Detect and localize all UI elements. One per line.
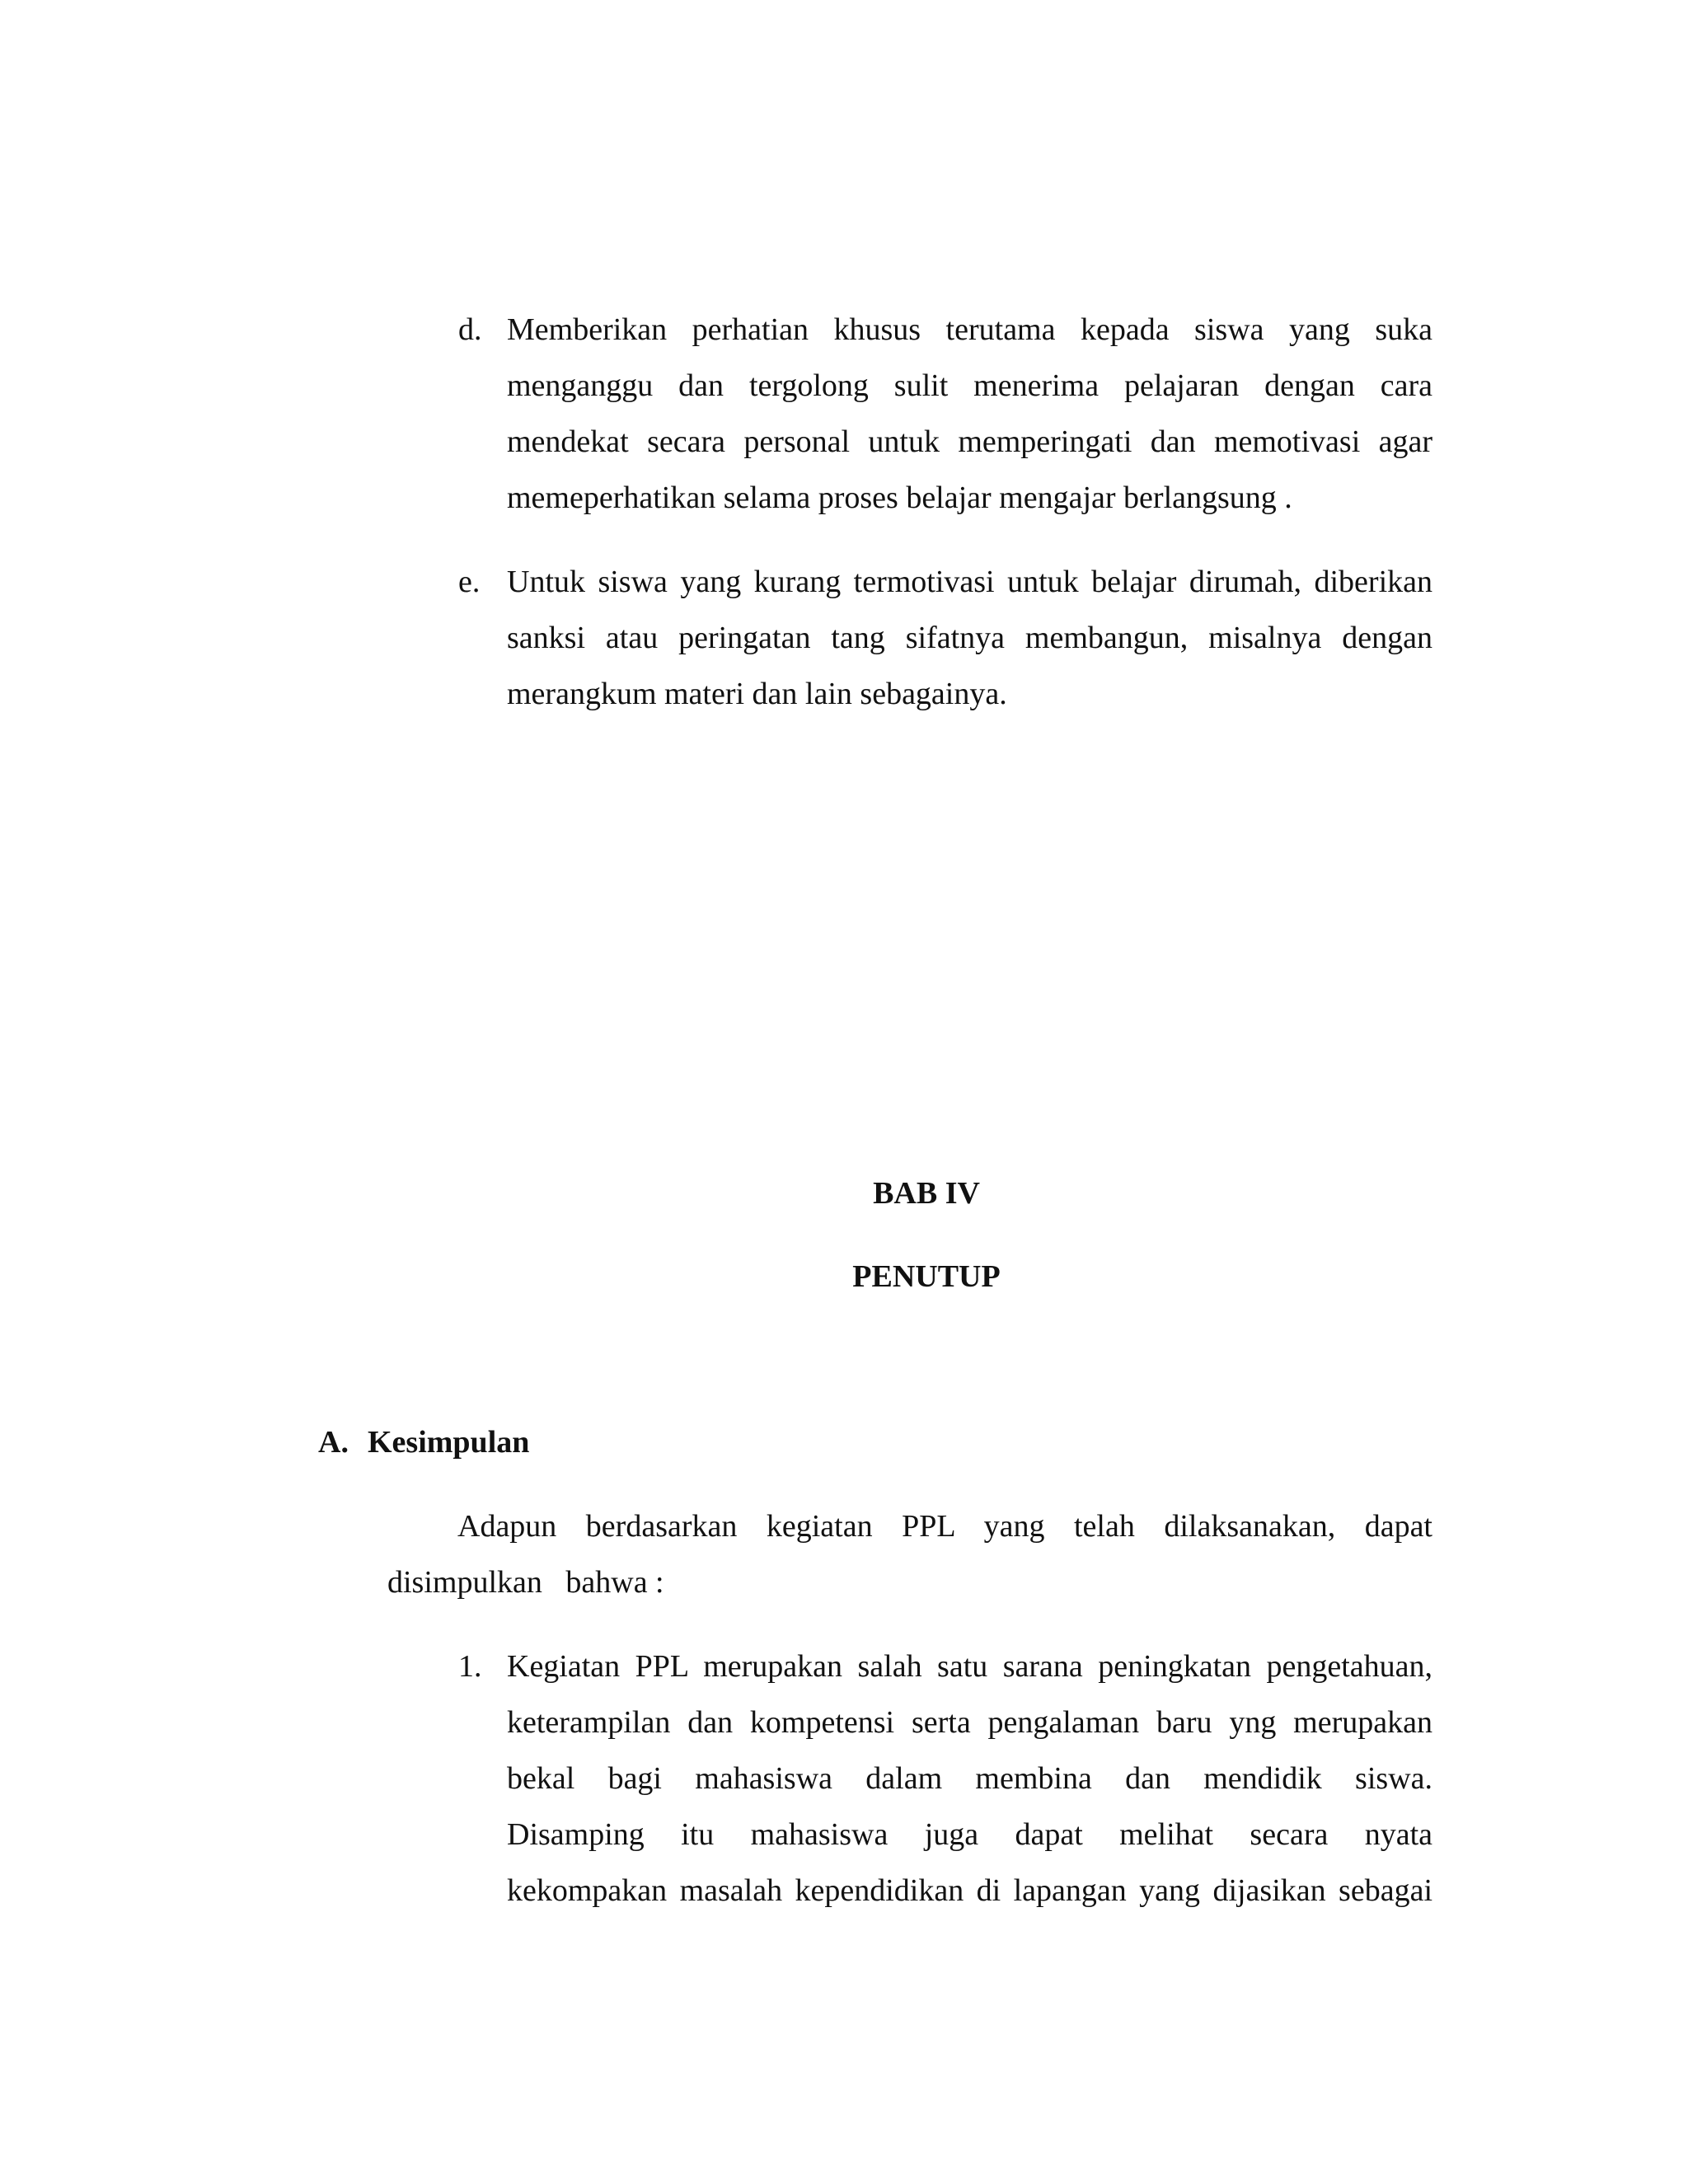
text-line: keterampilan dan kompetensi serta pengalaman baru yng merupakan: [507, 1705, 1432, 1740]
text-line: memeperhatikan selama proses belajar mengajar berlangsung .: [507, 480, 1292, 515]
list-item-e: [458, 554, 1432, 722]
intro-paragraph: [387, 1498, 1432, 1610]
text-line: menganggu dan tergolong sulit menerima pelajaran dengan cara: [507, 368, 1432, 403]
section-title: Kesimpulan: [368, 1425, 530, 1460]
text-line: Memberikan perhatian khusus terutama kepada siswa yang suka: [507, 312, 1432, 347]
text-line: Untuk siswa yang kurang termotivasi untuk belajar dirumah, diberikan: [507, 565, 1432, 599]
list-marker: d.: [458, 312, 482, 347]
list-marker: 1.: [458, 1649, 482, 1684]
text-line: kekompakan masalah kependidikan di lapangan yang dijasikan sebagai: [507, 1873, 1432, 1908]
section-heading: [318, 1422, 529, 1463]
list-marker: e.: [458, 565, 481, 599]
section-letter: A.: [318, 1425, 349, 1460]
text-line: merangkum materi dan lain sebagainya.: [507, 677, 1007, 711]
chapter-number: BAB IV: [873, 1176, 980, 1211]
list-item-d: [458, 302, 1432, 526]
text-line: bekal bagi mahasiswa dalam membina dan mendidik siswa.: [507, 1761, 1432, 1796]
text-line: sanksi atau peringatan tang sifatnya membangun, misalnya dengan: [507, 621, 1432, 655]
text-line: Kegiatan PPL merupakan salah satu sarana peningkatan pengetahuan,: [507, 1649, 1432, 1684]
text-line: Adapun berdasarkan kegiatan PPL yang telah dilaksanakan, dapat: [457, 1509, 1432, 1544]
text-line: mendekat secara personal untuk memperingati dan memotivasi agar: [507, 424, 1432, 459]
conclusion-item-1: [458, 1638, 1432, 1919]
text-line: Disamping itu mahasiswa juga dapat melihat secara nyata: [507, 1817, 1432, 1852]
list-item-text: [507, 1638, 1432, 1919]
list-item-text: [507, 302, 1432, 526]
chapter-title: PENUTUP: [852, 1259, 1001, 1294]
list-item-text: [507, 554, 1432, 722]
text-line: disimpulkan bahwa :: [387, 1565, 664, 1600]
